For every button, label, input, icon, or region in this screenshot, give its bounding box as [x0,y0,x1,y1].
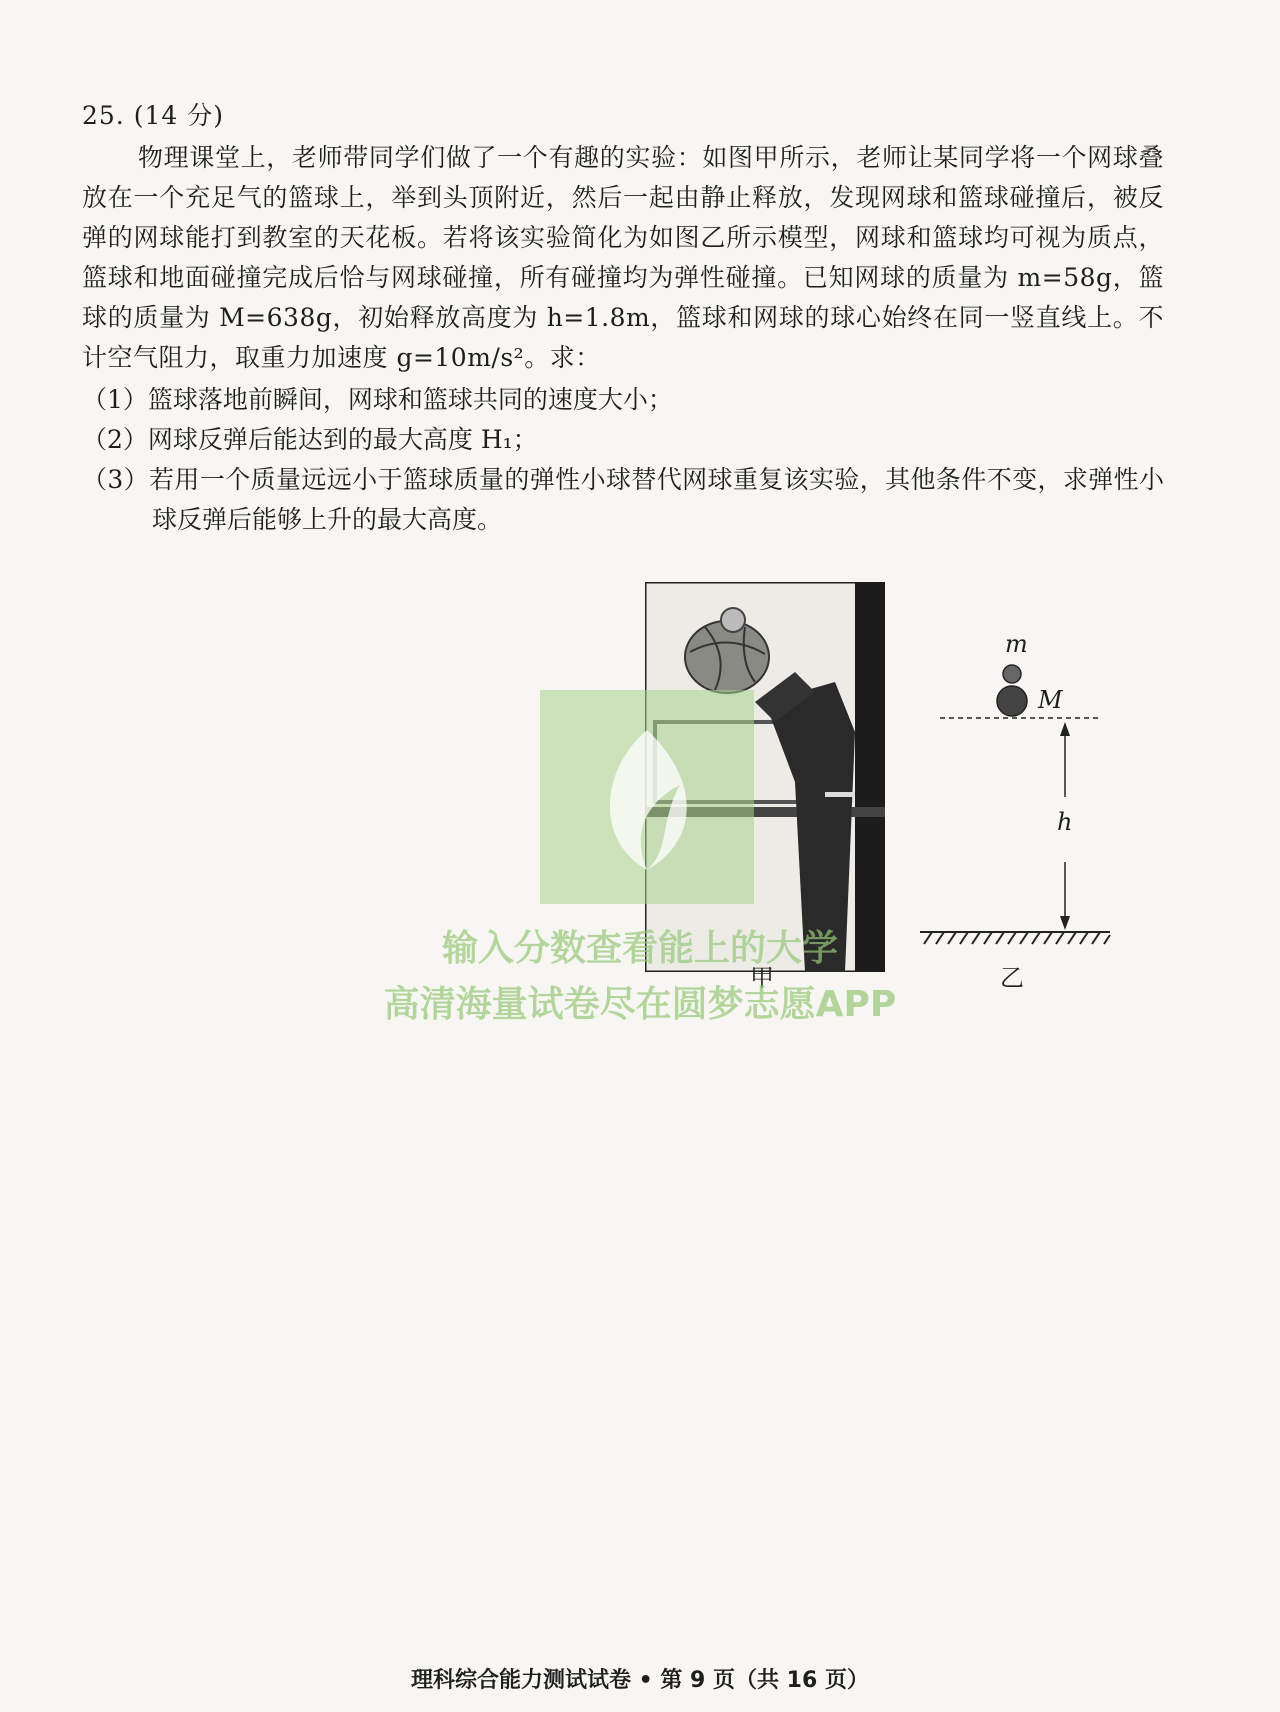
watermark-line-1: 输入分数查看能上的大学 [441,928,838,969]
mass-m-label: m [1005,630,1028,658]
figure-model-label: 乙 [1000,964,1024,992]
question-paragraph: 物理课堂上，老师带同学们做了一个有趣的实验：如图甲所示，老师让某同学将一个网球叠放在一个充足气的篮球上，举到头顶附近，然后一起由静止释放，发现网球和篮球碰撞后，被反弹的网球能打到教室的天花板。若将该实验简化为如图乙所示模型，网球和篮球均可视为质点，篮球和地面碰撞完成后恰与网球碰撞，所有碰撞均为弹性碰撞。已知网球的质量为 m=58g，篮球的质量为 M=638g，初始释放高度为 h=1.8m，篮球和网球的球心始终在同一竖直线上。不计空气阻力，取重力加速度 g=10m/s²。求： [82,143,1164,372]
tennis-ball-mark [1003,665,1021,683]
leaf-icon [540,690,754,904]
page-footer: 理科综合能力测试试卷 • 第 9 页（共 16 页） [411,1668,869,1693]
mass-M-label: M [1038,686,1063,714]
sub-question-3 [82,460,1164,540]
height-h-label: h [1057,808,1073,836]
sub-question-1 [82,380,1164,420]
watermark-logo [540,690,754,904]
basketball-mark [997,686,1027,716]
figure-photo-label: 甲 [750,964,774,992]
question-header: 25. (14 分) [82,101,224,130]
sub-question-2-text: （2）网球反弹后能达到的最大高度 H₁； [82,425,538,454]
sub-question-2 [82,420,1164,460]
sub-question-3-text: （3）若用一个质量远远小于篮球质量的弹性小球替代网球重复该实验，其他条件不变，求弹性小球反弹后能够上升的最大高度。 [82,465,1164,534]
watermark-line-2: 高清海量试卷尽在圆梦志愿APP [383,984,897,1025]
sub-question-1-text: （1）篮球落地前瞬间，网球和篮球共同的速度大小； [82,385,673,414]
